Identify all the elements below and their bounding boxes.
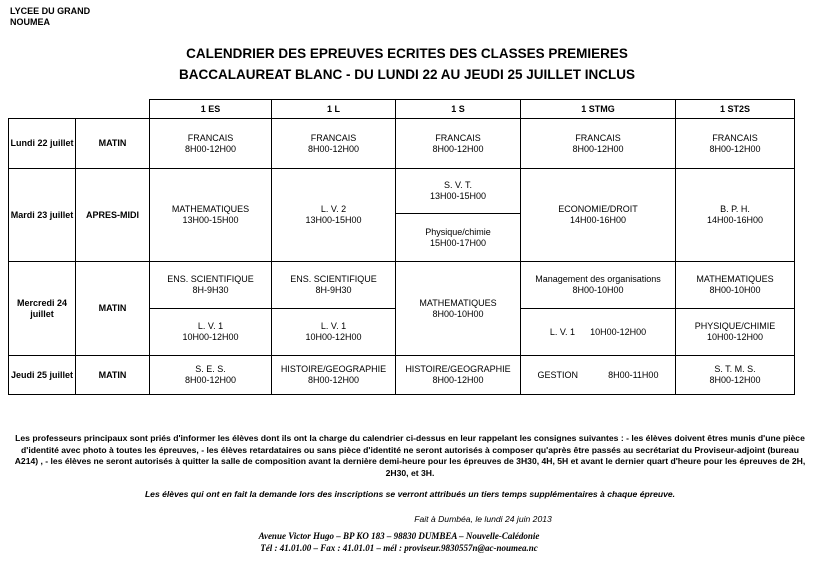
school-name-line2: NOUMEA bbox=[10, 17, 50, 27]
exam-cell-thu-1stmg bbox=[521, 356, 676, 395]
signed-date: Fait à Dumbéa, le lundi 24 juin 2013 bbox=[414, 514, 552, 524]
school-name-line1: LYCEE DU GRAND bbox=[10, 6, 91, 16]
page-title-line1: CALENDRIER DES EPREUVES ECRITES DES CLASSES PREMIERES bbox=[186, 46, 628, 61]
exam-cell-wed-1st2s-a: MATHEMATIQUES 8H00-10H00 bbox=[676, 262, 795, 309]
exam-cell-wed-1stmg-a: Management des organisations 8H00-10H00 bbox=[521, 262, 676, 309]
column-header-1l: 1 L bbox=[272, 100, 396, 119]
exam-cell-thu-1s: HISTOIRE/GEOGRAPHIE 8H00-12H00 bbox=[396, 356, 521, 395]
table-corner bbox=[9, 100, 150, 119]
exam-cell-mon-1s: FRANCAIS 8H00-12H00 bbox=[396, 119, 521, 169]
exam-cell-mon-1l: FRANCAIS 8H00-12H00 bbox=[272, 119, 396, 169]
footer-contact: Tél : 41.01.00 – Fax : 41.01.01 – mél : proviseur.9830557n@ac-noumea.nc bbox=[260, 543, 538, 553]
exam-cell-tue-1s-a: S. V. T. 13H00-15H00 bbox=[396, 169, 521, 214]
column-header-1stmg: 1 STMG bbox=[521, 100, 676, 119]
exam-cell-thu-1st2s: S. T. M. S. 8H00-12H00 bbox=[676, 356, 795, 395]
exam-cell-tue-1l: L. V. 2 13H00-15H00 bbox=[272, 169, 396, 262]
period-label-wednesday: MATIN bbox=[76, 262, 150, 356]
exam-cell-tue-1s-b: Physique/chimie 15H00-17H00 bbox=[396, 214, 521, 262]
column-header-1es: 1 ES bbox=[150, 100, 272, 119]
exam-cell-mon-1es: FRANCAIS 8H00-12H00 bbox=[150, 119, 272, 169]
exam-cell-wed-1st2s-b: PHYSIQUE/CHIMIE 10H00-12H00 bbox=[676, 309, 795, 356]
exam-cell-thu-1l: HISTOIRE/GEOGRAPHIE 8H00-12H00 bbox=[272, 356, 396, 395]
exam-cell-wed-1stmg-b bbox=[521, 309, 676, 356]
exam-schedule-table bbox=[8, 99, 795, 395]
exam-cell-tue-1es: MATHEMATIQUES 13H00-15H00 bbox=[150, 169, 272, 262]
wed-stmg-lv1-time: 10H00-12H00 bbox=[590, 326, 647, 337]
day-label-tuesday: Mardi 23 juillet bbox=[9, 169, 76, 262]
exam-cell-tue-1st2s: B. P. H. 14H00-16H00 bbox=[676, 169, 795, 262]
period-label-thursday: MATIN bbox=[76, 356, 150, 395]
exam-cell-mon-1stmg: FRANCAIS 8H00-12H00 bbox=[521, 119, 676, 169]
footer-address: Avenue Victor Hugo – BP KO 183 – 98830 DUMBEA – Nouvelle-Calédonie bbox=[258, 531, 540, 541]
thu-stmg-time: 8H00-11H00 bbox=[608, 369, 659, 380]
exam-cell-wed-1es-b: L. V. 1 10H00-12H00 bbox=[150, 309, 272, 356]
page-title-line2: BACCALAUREAT BLANC - DU LUNDI 22 AU JEUDI 25 JUILLET INCLUS bbox=[178, 67, 636, 82]
period-label-monday: MATIN bbox=[76, 119, 150, 169]
column-header-1s: 1 S bbox=[396, 100, 521, 119]
exam-cell-mon-1st2s: FRANCAIS 8H00-12H00 bbox=[676, 119, 795, 169]
period-label-tuesday: APRES-MIDI bbox=[76, 169, 150, 262]
column-header-1st2s: 1 ST2S bbox=[676, 100, 795, 119]
exam-cell-wed-1es-a: ENS. SCIENTIFIQUE 8H-9H30 bbox=[150, 262, 272, 309]
day-label-thursday: Jeudi 25 juillet bbox=[9, 356, 76, 395]
exam-cell-tue-1stmg: ECONOMIE/DROIT 14H00-16H00 bbox=[521, 169, 676, 262]
instructions-paragraph: Les professeurs principaux sont priés d'informer les élèves dont ils ont la charge du calendrier ci-dessus en leur rappelant les consignes suivantes : - les élèves doivent êtres munis d'une pièce d'identité avec photo à toutes les épreuves, - les élèves retardataires ou sans pièce d'identité ne seront autorisés à composer qu'après être passés au secrétariat du Proviseur-adjoint (bureau A214) , - les élèves ne seront autorisés à quitter la salle de composition avant la dernière demi-heure pour les épreuves de 3H30, 4H, 5H et avant le dernier quart d'heure pour les épreuves de 2H, 2H30, et 3H. bbox=[14, 433, 806, 478]
exam-cell-wed-1l-b: L. V. 1 10H00-12H00 bbox=[272, 309, 396, 356]
exam-cell-thu-1es: S. E. S. 8H00-12H00 bbox=[150, 356, 272, 395]
exam-cell-wed-1s: MATHEMATIQUES 8H00-10H00 bbox=[396, 262, 521, 356]
day-label-monday: Lundi 22 juillet bbox=[9, 119, 76, 169]
extra-time-note: Les élèves qui ont en fait la demande lors des inscriptions se verront attribués un tiers temps supplémentaires à chaque épreuve. bbox=[144, 489, 676, 499]
day-label-wednesday: Mercredi 24 juillet bbox=[9, 262, 76, 356]
wed-stmg-lv1-subject: L. V. 1 bbox=[549, 326, 576, 337]
exam-cell-wed-1l-a: ENS. SCIENTIFIQUE 8H-9H30 bbox=[272, 262, 396, 309]
school-name bbox=[10, 6, 90, 28]
thu-stmg-subject: GESTION bbox=[537, 369, 579, 380]
